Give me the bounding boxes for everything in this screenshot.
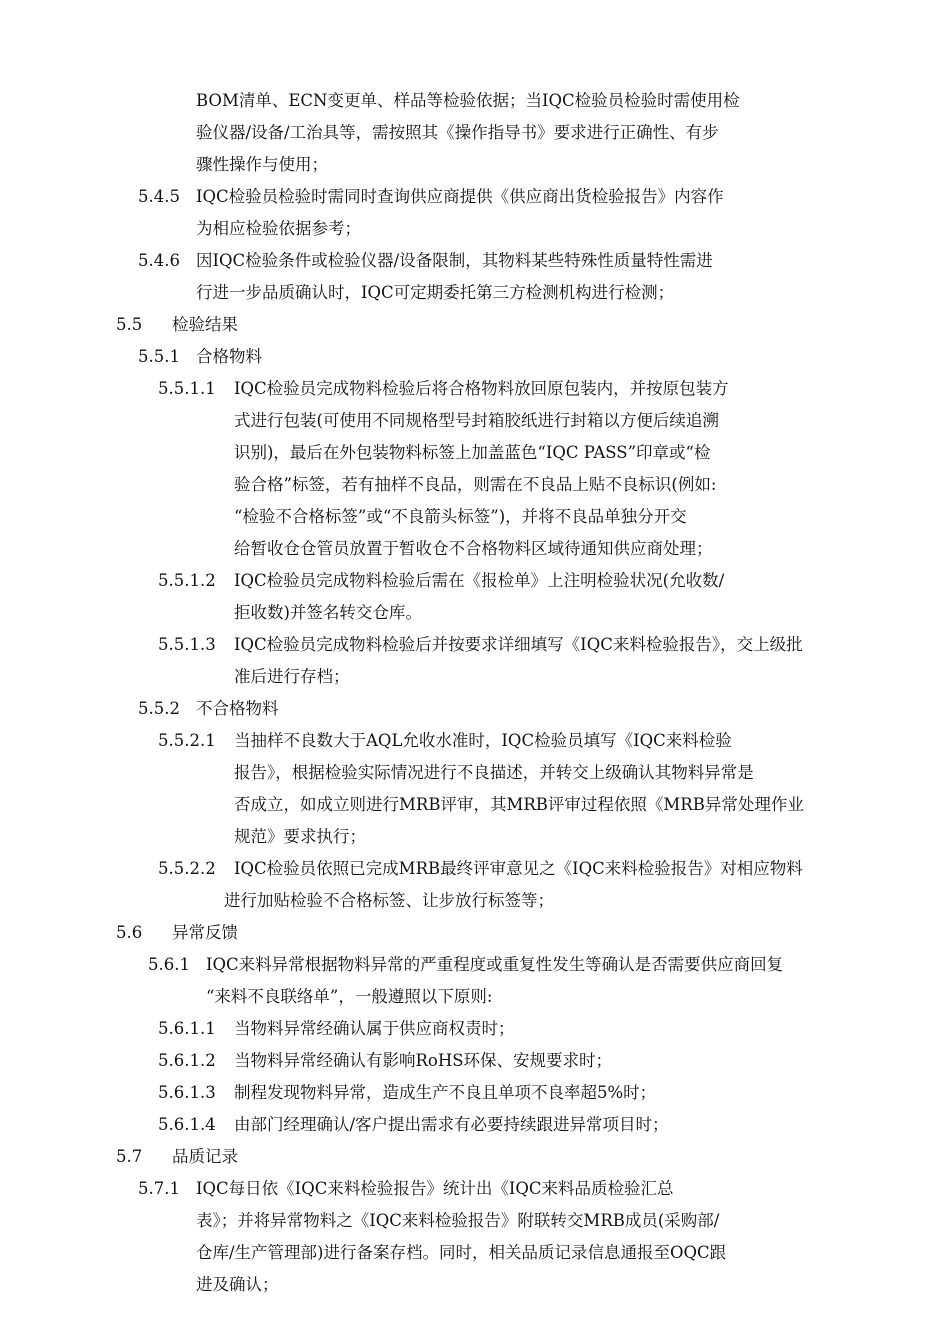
doc-line: 拒收数)并签名转交仓库。	[234, 603, 422, 622]
doc-line: 进行加贴检验不合格标签、让步放行标签等；	[224, 891, 554, 910]
doc-line: “来料不良联络单”，一般遵照以下原则:	[206, 987, 493, 1006]
clause-5-5-1-2: 5.5.1.2 IQC检验员完成物料检验后需在《报检单》上注明检验状况(允收数/	[158, 571, 725, 590]
clause-5-5-1: 5.5.1 合格物料	[138, 347, 262, 366]
doc-line: 表》；并将异常物料之《IQC来料检验报告》附联转交MRB成员(采购部/	[196, 1211, 720, 1230]
doc-line: BOM清单、ECN变更单、样品等检验依据；当IQC检验员检验时需使用检	[196, 91, 740, 110]
clause-number: 5.4.6	[138, 251, 180, 270]
clause-number: 5.6.1.1	[158, 1019, 216, 1038]
clause-number: 5.7.1	[138, 1179, 180, 1198]
section-5-7-heading: 5.7 品质记录	[116, 1147, 238, 1166]
clause-5-4-5: 5.4.5 IQC检验员检验时需同时查询供应商提供《供应商出货检验报告》内容作	[138, 187, 724, 206]
clause-5-6-1-2: 5.6.1.2 当物料异常经确认有影响RoHS环保、安规要求时；	[158, 1051, 613, 1070]
clause-5-6-1-4: 5.6.1.4 由部门经理确认/客户提出需求有必要持续跟进异常项目时；	[158, 1115, 669, 1134]
doc-line: 报告》，根据检验实际情况进行不良描述，并转交上级确认其物料异常是	[234, 763, 754, 782]
clause-number: 5.6	[116, 923, 143, 942]
doc-line: 否成立，如成立则进行MRB评审，其MRB评审过程依照《MRB异常处理作业	[234, 795, 804, 814]
clause-5-5-2-1: 5.5.2.1 当抽样不良数大于AQL允收水准时，IQC检验员填写《IQC来料检验	[158, 731, 732, 750]
doc-line: 验仪器/设备/工治具等，需按照其《操作指导书》要求进行正确性、有步	[196, 123, 719, 142]
doc-line: 准后进行存档；	[234, 667, 350, 686]
clause-5-5-1-3: 5.5.1.3 IQC检验员完成物料检验后并按要求详细填写《IQC来料检验报告》，交上级批	[158, 635, 803, 654]
doc-line: 为相应检验依据参考；	[196, 219, 361, 238]
doc-line: 给暂收仓仓管员放置于暂收仓不合格物料区域待通知供应商处理；	[234, 539, 713, 558]
clause-number: 5.5	[116, 315, 143, 334]
doc-line: 式进行包装(可使用不同规格型号封箱胶纸进行封箱以方便后续追溯	[234, 411, 719, 430]
clause-number: 5.5.2.2	[158, 859, 216, 878]
doc-line: 骤性操作与使用；	[196, 155, 328, 174]
clause-number: 5.4.5	[138, 187, 180, 206]
clause-number: 5.7	[116, 1147, 143, 1166]
doc-line: 行进一步品质确认时，IQC可定期委托第三方检测机构进行检测；	[196, 283, 675, 302]
clause-number: 5.5.1.3	[158, 635, 216, 654]
section-5-6-heading: 5.6 异常反馈	[116, 923, 238, 942]
clause-number: 5.6.1	[148, 955, 190, 974]
clause-5-6-1: 5.6.1 IQC来料异常根据物料异常的严重程度或重复性发生等确认是否需要供应商回复	[148, 955, 784, 974]
clause-number: 5.6.1.4	[158, 1115, 216, 1134]
doc-line: 进及确认；	[196, 1275, 279, 1294]
clause-5-6-1-3: 5.6.1.3 制程发现物料异常，造成生产不良且单项不良率超5%时；	[158, 1083, 657, 1102]
clause-5-7-1: 5.7.1 IQC每日依《IQC来料检验报告》统计出《IQC来料品质检验汇总	[138, 1179, 674, 1198]
clause-5-5-1-1: 5.5.1.1 IQC检验员完成物料检验后将合格物料放回原包装内，并按原包装方	[158, 379, 729, 398]
doc-line: 验合格”标签，若有抽样不良品，则需在不良品上贴不良标识(例如:	[234, 475, 717, 494]
clause-number: 5.5.1.1	[158, 379, 216, 398]
clause-number: 5.5.2	[138, 699, 180, 718]
clause-5-6-1-1: 5.6.1.1 当物料异常经确认属于供应商权责时；	[158, 1019, 515, 1038]
doc-line: 识别)，最后在外包装物料标签上加盖蓝色“IQC PASS”印章或“检	[234, 443, 711, 462]
clause-number: 5.5.2.1	[158, 731, 216, 750]
doc-line: 规范》要求执行；	[234, 827, 366, 846]
clause-5-4-6: 5.4.6 因IQC检验条件或检验仪器/设备限制，其物料某些特殊性质量特性需进	[138, 251, 713, 270]
section-5-5-heading: 5.5 检验结果	[116, 315, 238, 334]
clause-5-5-2-2: 5.5.2.2 IQC检验员依照已完成MRB最终评审意见之《IQC来料检验报告》对相应物料	[158, 859, 803, 878]
clause-5-5-2: 5.5.2 不合格物料	[138, 699, 279, 718]
clause-number: 5.6.1.3	[158, 1083, 216, 1102]
clause-number: 5.5.1	[138, 347, 180, 366]
clause-number: 5.6.1.2	[158, 1051, 216, 1070]
doc-line: 仓库/生产管理部)进行备案存档。同时，相关品质记录信息通报至OQC跟	[196, 1243, 727, 1262]
clause-number: 5.5.1.2	[158, 571, 216, 590]
doc-line: “检验不合格标签”或“不良箭头标签”)，并将不良品单独分开交	[234, 507, 687, 526]
